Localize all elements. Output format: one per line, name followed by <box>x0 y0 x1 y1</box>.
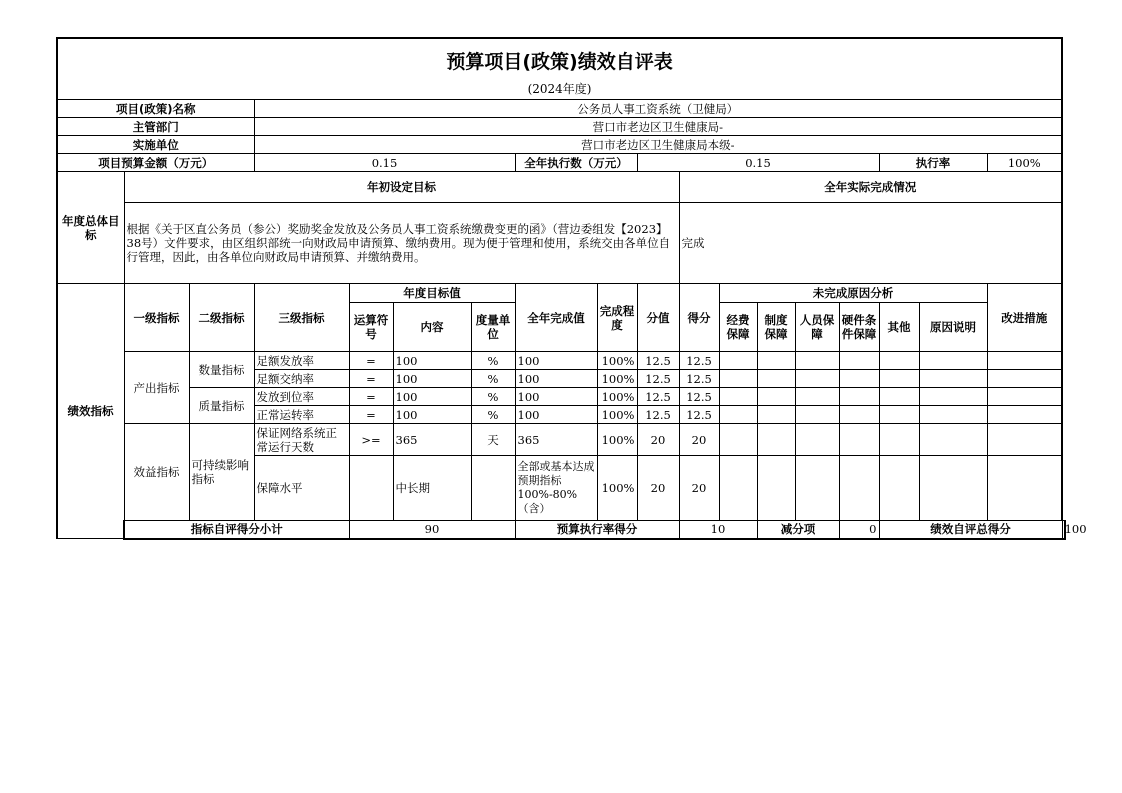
indicator-score: 12.5 <box>679 352 719 370</box>
sustain-indicator-label: 可持续影响指标 <box>189 424 254 521</box>
indicator-name: 保障水平 <box>254 456 349 521</box>
indicator-op: = <box>349 370 393 388</box>
indicator-content: 100 <box>393 352 471 370</box>
exec-rate-label: 执行率 <box>879 154 987 172</box>
indicator-content: 100 <box>393 406 471 424</box>
performance-self-evaluation-sheet <box>56 37 1087 540</box>
indicator-degree: 100% <box>597 456 637 521</box>
exec-score-label: 预算执行率得分 <box>515 521 679 539</box>
goal-set-text: 根据《关于区直公务员（参公）奖励奖金发放及公务员人事工资系统缴费变更的函》（营边委组发【2023】38号）文件要求，由区组织部统一向财政局申请预算、缴纳费用。现为便于管理和使用，系统交由各单位自行管理，因此，由各单位向财政局申请预算、并缴纳费用。 <box>124 203 679 284</box>
header-staff: 人员保障 <box>795 303 839 352</box>
indicator-annual: 100 <box>515 388 597 406</box>
annual-goal-label: 年度总体目标 <box>57 172 124 284</box>
quantity-indicator-label: 数量指标 <box>189 352 254 388</box>
indicator-op <box>349 456 393 521</box>
header-hardware: 硬件条件保障 <box>839 303 879 352</box>
indicator-content: 365 <box>393 424 471 456</box>
header-degree: 完成程度 <box>597 284 637 352</box>
total-score-value: 100 <box>1062 521 1065 539</box>
goal-set-header: 年初设定目标 <box>124 172 679 203</box>
header-funds: 经费保障 <box>719 303 757 352</box>
indicator-name: 正常运转率 <box>254 406 349 424</box>
exec-score-value: 10 <box>679 521 757 539</box>
project-name-value: 公务员人事工资系统（卫健局） <box>254 100 1062 118</box>
goal-actual-header: 全年实际完成情况 <box>679 172 1062 203</box>
header-op: 运算符号 <box>349 303 393 352</box>
indicator-unit: % <box>471 406 515 424</box>
indicator-score: 12.5 <box>679 370 719 388</box>
header-score: 得分 <box>679 284 719 352</box>
indicator-value: 12.5 <box>637 406 679 424</box>
header-level1: 一级指标 <box>124 284 189 352</box>
header-system: 制度保障 <box>757 303 795 352</box>
fiscal-year: (2024年度) <box>57 79 1062 100</box>
indicator-unit: % <box>471 370 515 388</box>
annual-exec-label: 全年执行数（万元） <box>515 154 637 172</box>
evaluation-table <box>56 37 1087 540</box>
impl-unit-label: 实施单位 <box>57 136 254 154</box>
perf-indicators-label: 绩效指标 <box>57 284 124 539</box>
header-target: 年度目标值 <box>349 284 515 303</box>
indicator-name: 发放到位率 <box>254 388 349 406</box>
indicator-content: 100 <box>393 388 471 406</box>
indicator-annual: 100 <box>515 406 597 424</box>
indicator-value: 12.5 <box>637 388 679 406</box>
page-title: 预算项目(政策)绩效自评表 <box>57 38 1062 79</box>
indicator-degree: 100% <box>597 370 637 388</box>
indicator-name: 足额交纳率 <box>254 370 349 388</box>
indicator-value: 12.5 <box>637 352 679 370</box>
indicator-unit <box>471 456 515 521</box>
header-level2: 二级指标 <box>189 284 254 352</box>
indicator-score: 20 <box>679 456 719 521</box>
subtotal-label: 指标自评得分小计 <box>124 521 349 539</box>
header-other: 其他 <box>879 303 919 352</box>
header-reason: 未完成原因分析 <box>719 284 987 303</box>
subtotal-value: 90 <box>349 521 515 539</box>
indicator-degree: 100% <box>597 406 637 424</box>
deduct-value: 0 <box>839 521 879 539</box>
total-score-label: 绩效自评总得分 <box>879 521 1062 539</box>
indicator-degree: 100% <box>597 388 637 406</box>
impl-unit-value: 营口市老边区卫生健康局本级- <box>254 136 1062 154</box>
annual-exec-value: 0.15 <box>637 154 879 172</box>
indicator-score: 12.5 <box>679 388 719 406</box>
indicator-degree: 100% <box>597 352 637 370</box>
header-reason-desc: 原因说明 <box>919 303 987 352</box>
header-content: 内容 <box>393 303 471 352</box>
indicator-degree: 100% <box>597 424 637 456</box>
indicator-content: 100 <box>393 370 471 388</box>
indicator-annual: 100 <box>515 370 597 388</box>
budget-amount-label: 项目预算金额（万元） <box>57 154 254 172</box>
indicator-op: = <box>349 352 393 370</box>
output-indicator-label: 产出指标 <box>124 352 189 424</box>
indicator-value: 20 <box>637 424 679 456</box>
indicator-op: >= <box>349 424 393 456</box>
indicator-unit: % <box>471 352 515 370</box>
indicator-value: 20 <box>637 456 679 521</box>
indicator-score: 12.5 <box>679 406 719 424</box>
quality-indicator-label: 质量指标 <box>189 388 254 424</box>
indicator-content: 中长期 <box>393 456 471 521</box>
deduct-label: 减分项 <box>757 521 839 539</box>
header-annual: 全年完成值 <box>515 284 597 352</box>
indicator-annual: 365 <box>515 424 597 456</box>
header-unit: 度量单位 <box>471 303 515 352</box>
indicator-unit: % <box>471 388 515 406</box>
indicator-annual: 全部或基本达成预期指标100%-80%（含） <box>515 456 597 521</box>
project-name-label: 项目(政策)名称 <box>57 100 254 118</box>
benefit-indicator-label: 效益指标 <box>124 424 189 521</box>
indicator-value: 12.5 <box>637 370 679 388</box>
indicator-name: 保证网络系统正常运行天数 <box>254 424 349 456</box>
dept-label: 主管部门 <box>57 118 254 136</box>
indicator-op: = <box>349 406 393 424</box>
exec-rate-value: 100% <box>987 154 1062 172</box>
dept-value: 营口市老边区卫生健康局- <box>254 118 1062 136</box>
header-score-value: 分值 <box>637 284 679 352</box>
header-level3: 三级指标 <box>254 284 349 352</box>
indicator-op: = <box>349 388 393 406</box>
indicator-annual: 100 <box>515 352 597 370</box>
indicator-name: 足额发放率 <box>254 352 349 370</box>
indicator-score: 20 <box>679 424 719 456</box>
budget-amount-value: 0.15 <box>254 154 515 172</box>
indicator-unit: 天 <box>471 424 515 456</box>
header-improve: 改进措施 <box>987 284 1062 352</box>
goal-actual-text: 完成 <box>679 203 1062 284</box>
